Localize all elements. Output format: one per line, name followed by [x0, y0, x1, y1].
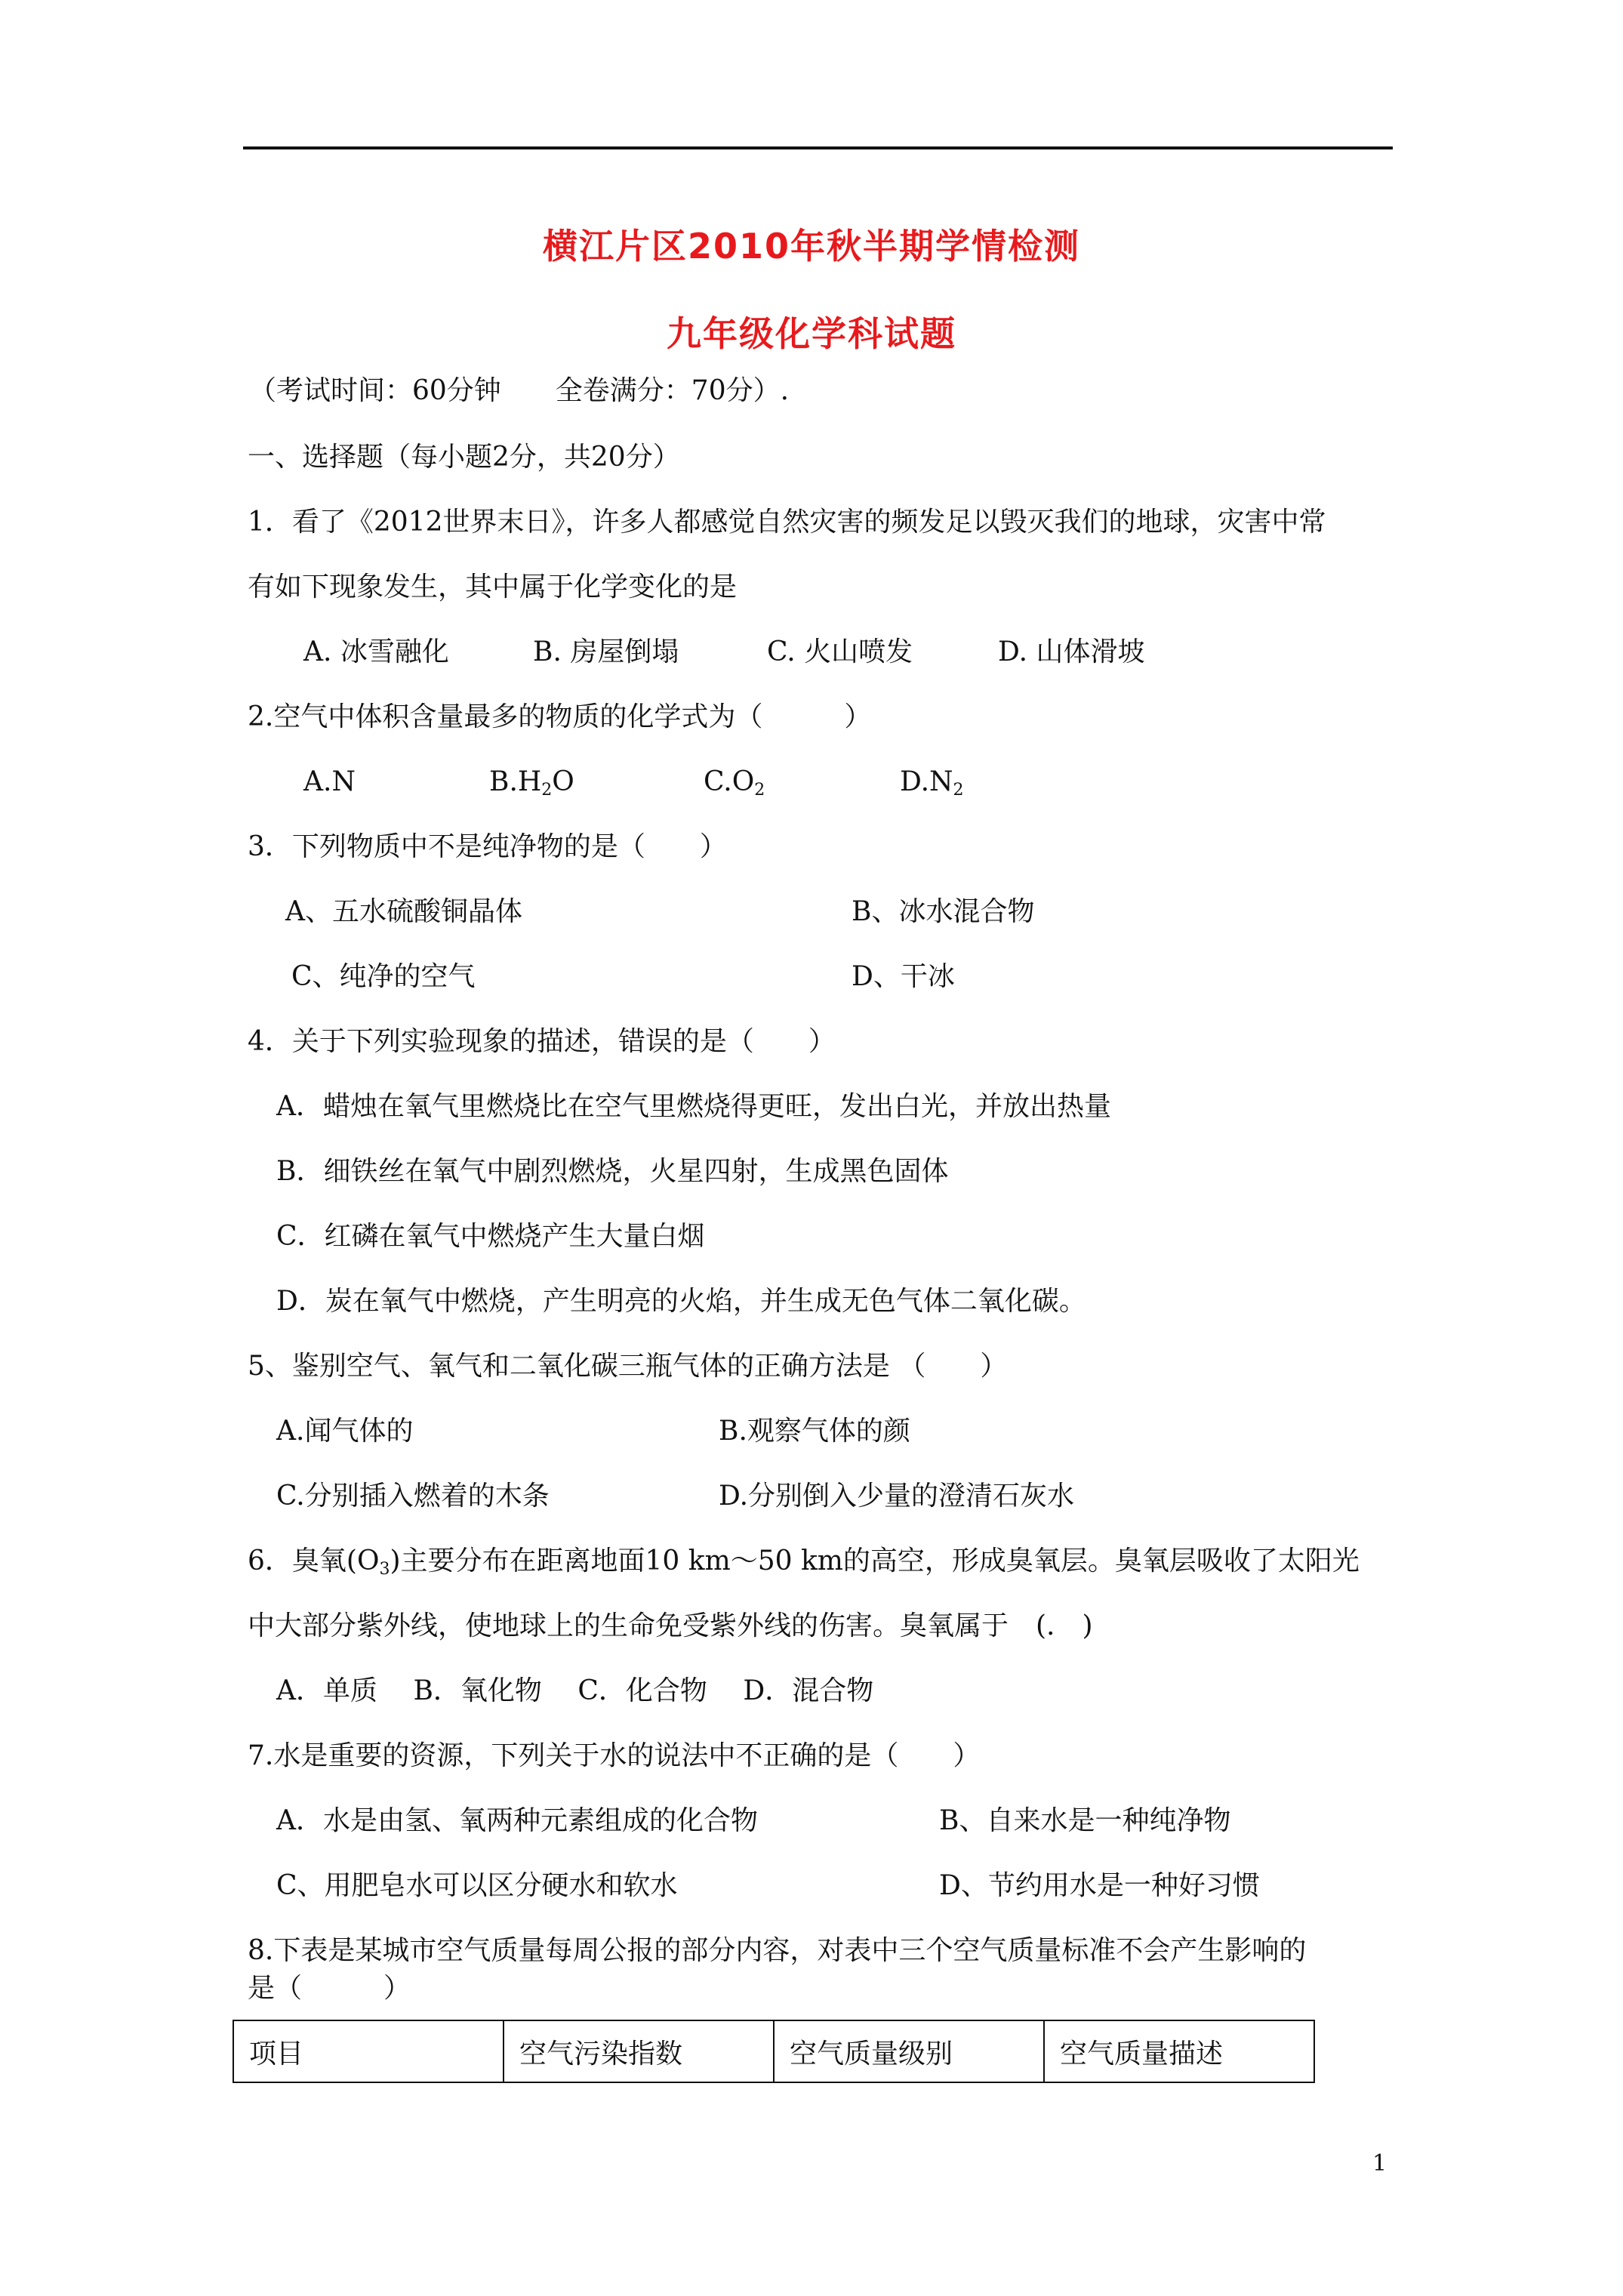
q2-option-d: $D.N_2$ [900, 766, 964, 800]
q8-stem-line1: 8.下表是某城市空气质量每周公报的部分内容，对表中三个空气质量标准不会产生影响的 [248, 1935, 1307, 1966]
q5-option-c: C.分别插入燃着的木条 [276, 1481, 550, 1512]
q4-stem: 4．关于下列实验现象的描述，错误的是（ ） [248, 1026, 836, 1057]
q1-option-b: B. 房屋倒塌 [533, 636, 679, 667]
exam-subtitle: 九年级化学科试题 [667, 313, 956, 354]
q7-option-a: A．水是由氢、氧两种元素组成的化合物 [276, 1805, 758, 1836]
q8-stem-line2: 是（ ） [248, 1973, 411, 2004]
q3-option-c: C、纯净的空气 [291, 961, 476, 992]
air-quality-table [233, 2020, 1315, 2083]
header-rule [243, 146, 1393, 149]
exam-info: （考试时间：60分钟 全卷满分：70分）. [249, 375, 790, 406]
table-header-cell: 空气污染指数 [504, 2020, 774, 2082]
q4-option-b: B．细铁丝在氧气中剧烈燃烧，火星四射，生成黑色固体 [276, 1156, 949, 1187]
q7-stem: 7.水是重要的资源，下列关于水的说法中不正确的是（ ） [248, 1740, 981, 1771]
q1-option-d: D. 山体滑坡 [998, 636, 1145, 667]
table-header-cell: 空气质量级别 [774, 2020, 1044, 2082]
table-row [233, 2020, 1314, 2082]
q5-stem: 5、鉴别空气、氧气和二氧化碳三瓶气体的正确方法是 （ ） [248, 1351, 1008, 1382]
q1-option-c: C. 火山喷发 [767, 636, 913, 667]
table-header-cell: 空气质量描述 [1044, 2020, 1314, 2082]
q2-option-b: $B.H_2O$ [489, 766, 574, 800]
q3-option-d: D、干冰 [852, 961, 955, 992]
q1-option-a: A. 冰雪融化 [303, 636, 449, 667]
q1-stem-line1: 1．看了《2012世界末日》，许多人都感觉自然灾害的频发足以毁灭我们的地球，灾害中常 [248, 507, 1326, 538]
q6-stem-line1: 6．臭氧$(O_3)$主要分布在距离地面10 km～50 km的高空，形成臭氧层。臭氧层吸收了太阳光 [248, 1546, 1360, 1579]
q3-option-a: A、五水硫酸铜晶体 [285, 896, 522, 927]
q6-options: A．单质 B．氧化物 C．化合物 D．混合物 [276, 1675, 874, 1706]
q4-option-c: C．红磷在氧气中燃烧产生大量白烟 [276, 1221, 705, 1252]
q1-stem-line2: 有如下现象发生，其中属于化学变化的是 [248, 572, 738, 603]
q2-option-a: A.N [303, 766, 356, 797]
q5-option-a: A.闻气体的 [276, 1416, 414, 1447]
q7-option-d: D、节约用水是一种好习惯 [939, 1870, 1260, 1901]
q6-stem-line2: 中大部分紫外线，使地球上的生命免受紫外线的伤害。臭氧属于 (. ) [248, 1610, 1093, 1641]
q7-option-b: B、自来水是一种纯净物 [939, 1805, 1231, 1836]
q5-option-d: D.分别倒入少量的澄清石灰水 [719, 1481, 1075, 1512]
q3-option-b: B、冰水混合物 [852, 896, 1035, 927]
q2-option-c: $C.O_2$ [704, 766, 765, 800]
exam-title: 横江片区2010年秋半期学情检测 [542, 226, 1081, 267]
table-header-cell: 项目 [233, 2020, 504, 2082]
q2-stem: 2.空气中体积含量最多的物质的化学式为（ ） [248, 701, 872, 732]
q4-option-d: D．炭在氧气中燃烧，产生明亮的火焰，并生成无色气体二氧化碳。 [276, 1286, 1086, 1317]
page-number: 1 [1372, 2150, 1387, 2177]
q3-stem: 3．下列物质中不是纯净物的是（ ） [248, 831, 727, 862]
q4-option-a: A．蜡烛在氧气里燃烧比在空气里燃烧得更旺，发出白光，并放出热量 [276, 1091, 1111, 1122]
q5-option-b: B.观察气体的颜 [719, 1416, 910, 1447]
section-heading: 一、选择题（每小题2分，共20分） [248, 442, 680, 473]
q7-option-c: C、用肥皂水可以区分硬水和软水 [276, 1870, 678, 1901]
